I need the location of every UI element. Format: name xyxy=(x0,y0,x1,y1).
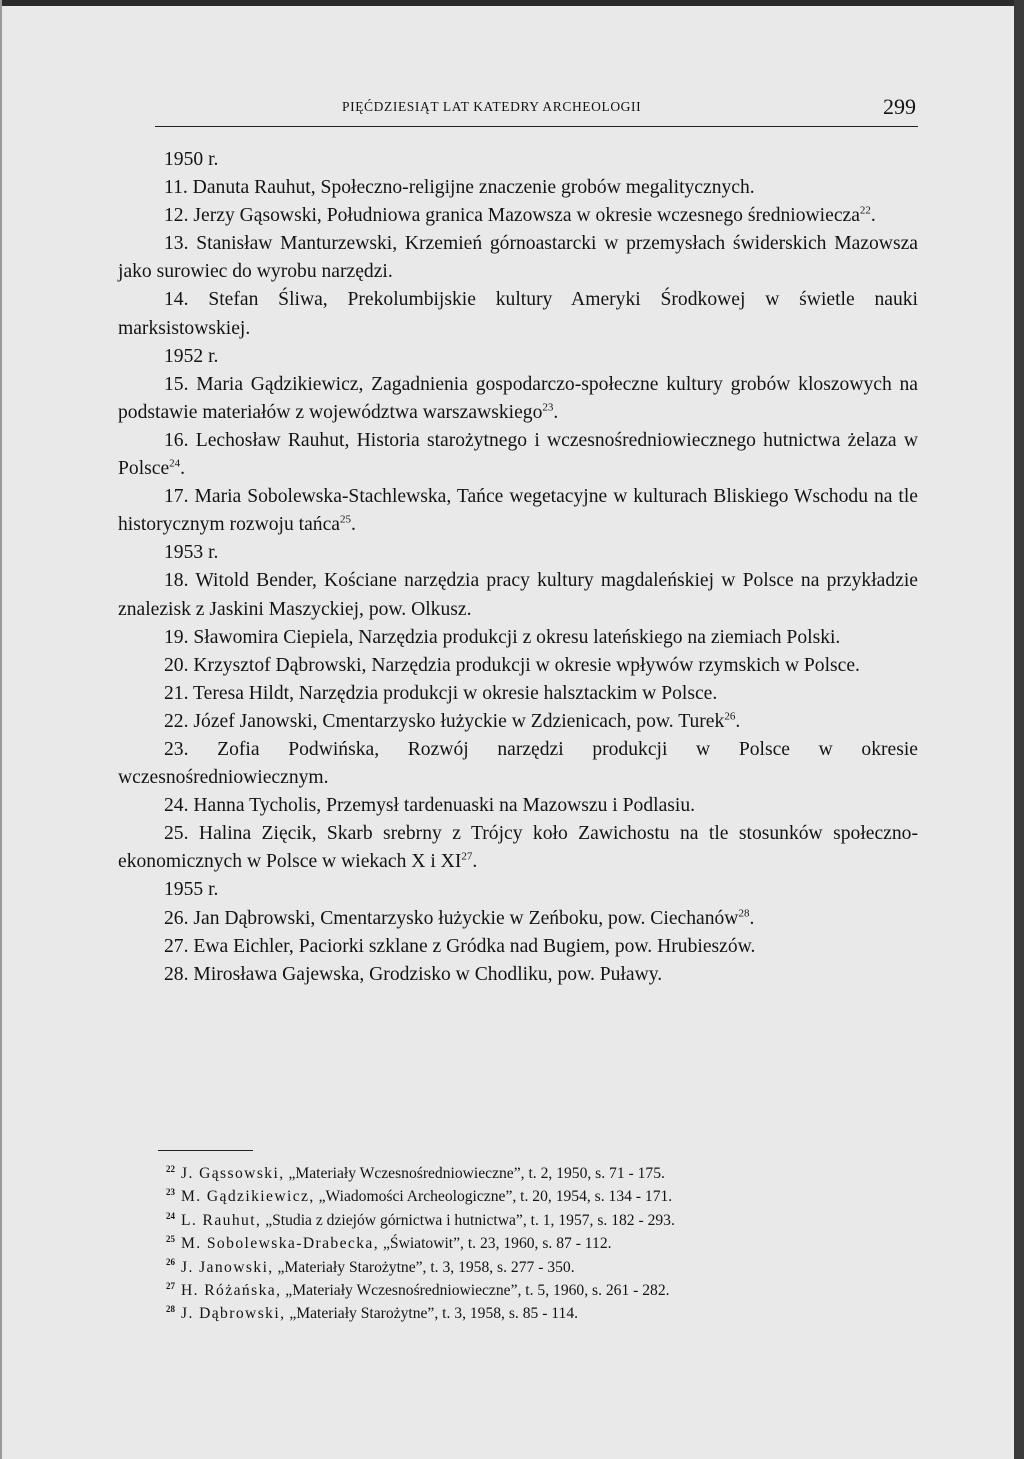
footnote-author: L. Rauhut, xyxy=(181,1211,262,1229)
footnote-text: „Światowit”, t. 23, 1960, s. 87 - 112. xyxy=(382,1235,612,1253)
item-text: Jan Dąbrowski, Cmentarzysko łużyckie w Zeńboku, pow. Ciechanów xyxy=(193,907,739,929)
item-number: 17. xyxy=(164,486,189,508)
list-item xyxy=(118,174,918,202)
scan-top-edge xyxy=(0,0,1024,6)
item-text: Teresa Hildt, Narzędzia produkcji w okresie halsztackim w Polsce. xyxy=(193,682,718,704)
item-text: Ewa Eichler, Paciorki szklane z Gródka nad Bugiem, pow. Hrubieszów. xyxy=(193,935,756,957)
trailing-punctuation: . xyxy=(870,205,876,227)
list-item xyxy=(118,624,918,652)
list-item xyxy=(118,652,918,680)
footnote-number: 24 xyxy=(166,1210,175,1221)
item-number: 18. xyxy=(164,570,189,592)
item-text: Witold Bender, Kościane narzędzia pracy kultury magdaleńskiej w Polsce na przykładzie znalezisk z Jaskini Maszyckiej, pow. Olkusz. xyxy=(118,570,918,620)
footnote-ref: 23 xyxy=(542,401,554,414)
trailing-punctuation: . xyxy=(553,401,559,423)
footnote xyxy=(166,1209,926,1232)
footnote-number: 22 xyxy=(166,1163,175,1174)
item-number: 13. xyxy=(164,233,189,255)
footnote-text: „Materiały Wczesnośredniowieczne”, t. 2, 1950, s. 71 - 175. xyxy=(288,1165,665,1182)
trailing-punctuation: . xyxy=(749,907,755,929)
item-text: Lechosław Rauhut, Historia starożytnego i wczesnośredniowiecznego hutnictwa żelaza w Polsce xyxy=(118,429,918,480)
trailing-punctuation: . xyxy=(472,851,478,873)
footnote-ref: 24 xyxy=(169,457,181,470)
footnote-author: M. Sobolewska-Drabecka, xyxy=(181,1235,380,1253)
list-item xyxy=(118,792,918,820)
trailing-punctuation: . xyxy=(351,514,356,536)
footnote-text: „Materiały Starożytne”, t. 3, 1958, s. 85 - 114. xyxy=(289,1305,579,1323)
footnote-number: 25 xyxy=(166,1234,175,1245)
item-number: 14. xyxy=(164,289,189,311)
footnote-number: 28 xyxy=(166,1304,175,1315)
trailing-punctuation: . xyxy=(180,458,186,480)
footnote-ref: 27 xyxy=(461,850,473,863)
footnotes xyxy=(166,1162,926,1326)
item-text: Krzysztof Dąbrowski, Narzędzia produkcji w okresie wpływów rzymskich w Polsce. xyxy=(193,654,860,676)
list-item xyxy=(118,230,918,286)
item-number: 24. xyxy=(164,795,189,817)
item-text: Halina Zięcik, Skarb srebrny z Trójcy koło Zawichostu na tle stosunków społeczno-ekonomicznych w Polsce w wiekach X i XI xyxy=(118,823,918,873)
item-text: Stefan Śliwa, Prekolumbijskie kultury Ameryki Środkowej w świetle nauki marksistowskiej. xyxy=(118,289,918,339)
item-text: Maria Gądzikiewicz, Zagadnienia gospodarczo-społeczne kultury grobów kloszowych na podstawie materiałów z województwa warszawskiego xyxy=(118,373,918,423)
list-item xyxy=(118,371,918,427)
list-item xyxy=(118,933,918,961)
running-title: PIĘĆDZIESIĄT LAT KATEDRY ARCHEOLOGII xyxy=(342,99,642,114)
scan-left-edge xyxy=(0,0,2,1459)
item-number: 11. xyxy=(164,177,188,199)
list-item xyxy=(118,427,918,483)
footnote-number: 27 xyxy=(166,1280,175,1291)
item-number: 27. xyxy=(164,935,189,957)
item-text: Maria Sobolewska-Stachlewska, Tańce wegetacyjne w kulturach Bliskiego Wschodu na tle historycznym rozwoju tańca xyxy=(118,486,918,536)
running-head xyxy=(155,96,918,127)
footnote-author: H. Różańska, xyxy=(181,1282,282,1300)
item-text: Józef Janowski, Cmentarzysko łużyckie w Zdzienicach, pow. Turek xyxy=(193,710,725,732)
year-heading: 1953 r. xyxy=(164,542,219,564)
list-item xyxy=(118,202,918,230)
item-number: 19. xyxy=(164,626,189,648)
item-number: 25. xyxy=(164,823,189,845)
list-item xyxy=(118,736,918,792)
item-number: 28. xyxy=(164,963,189,985)
trailing-punctuation: . xyxy=(735,710,741,732)
list-item xyxy=(118,961,918,989)
list-item xyxy=(118,483,918,539)
footnote xyxy=(166,1185,926,1208)
item-number: 23. xyxy=(164,738,189,760)
footnote-number: 26 xyxy=(166,1257,175,1268)
year-heading: 1955 r. xyxy=(164,879,219,901)
footnote-author: J. Gąssowski, xyxy=(181,1165,285,1182)
footnote xyxy=(166,1256,926,1279)
list-item xyxy=(118,820,918,876)
item-text: Hanna Tycholis, Przemysł tardenuaski na Mazowszu i Podlasiu. xyxy=(193,795,696,817)
footnote-text: „Studia z dziejów górnictwa i hutnictwa”, t. 1, 1957, s. 182 - 293. xyxy=(265,1211,675,1229)
item-number: 16. xyxy=(164,429,189,451)
footnote xyxy=(166,1279,926,1302)
year-heading: 1950 r. xyxy=(164,149,219,170)
footnote-number: 23 xyxy=(166,1187,175,1198)
item-text: Mirosława Gajewska, Grodzisko w Chodliku, pow. Puławy. xyxy=(193,963,663,985)
list-item xyxy=(118,708,918,736)
page-number: 299 xyxy=(883,94,916,119)
footnote xyxy=(166,1232,926,1255)
footnote-ref: 25 xyxy=(340,513,351,526)
list-item xyxy=(118,680,918,708)
footnote-ref: 28 xyxy=(738,907,750,919)
item-text: Zofia Podwińska, Rozwój narzędzi produkcji w Polsce w okresie wczesnośredniowiecznym. xyxy=(118,738,918,789)
footnote-author: J. Dąbrowski, xyxy=(181,1305,286,1323)
item-text: Danuta Rauhut, Społeczno-religijne znaczenie grobów megalitycznych. xyxy=(192,177,755,199)
scan-right-edge xyxy=(1014,0,1024,1459)
item-number: 26. xyxy=(164,907,189,929)
footnote-ref: 26 xyxy=(724,710,736,723)
list-item xyxy=(118,567,918,623)
footnote-author: J. Janowski, xyxy=(181,1258,274,1276)
list-item xyxy=(118,905,918,933)
footnote-author: M. Gądzikiewicz, xyxy=(181,1188,315,1206)
item-number: 22. xyxy=(164,710,189,732)
item-number: 20. xyxy=(164,654,189,676)
footnote-text: „Materiały Wczesnośredniowieczne”, t. 5, 1960, s. 261 - 282. xyxy=(285,1282,670,1300)
footnote xyxy=(166,1162,926,1185)
item-number: 12. xyxy=(164,205,189,227)
item-text: Stanisław Manturzewski, Krzemień górnoastarcki w przemysłach świderskich Mazowsza jako surowiec do wyrobu narzędzi. xyxy=(118,233,918,283)
footnote-text: „Wiadomości Archeologiczne”, t. 20, 1954, s. 134 - 171. xyxy=(318,1188,673,1206)
item-number: 21. xyxy=(164,682,189,704)
footnote-text: „Materiały Starożytne”, t. 3, 1958, s. 277 - 350. xyxy=(277,1258,575,1276)
footnote xyxy=(166,1302,926,1325)
year-heading: 1952 r. xyxy=(164,345,219,367)
list-item xyxy=(118,286,918,342)
item-text: Sławomira Ciepiela, Narzędzia produkcji z okresu lateńskiego na ziemiach Polski. xyxy=(193,626,841,648)
item-text: Jerzy Gąsowski, Południowa granica Mazowsza w okresie wczesnego średniowiecza xyxy=(193,205,860,227)
thesis-list xyxy=(118,146,918,989)
item-number: 15. xyxy=(164,373,189,395)
footnote-ref: 22 xyxy=(859,204,871,217)
footnote-rule xyxy=(158,1150,253,1151)
